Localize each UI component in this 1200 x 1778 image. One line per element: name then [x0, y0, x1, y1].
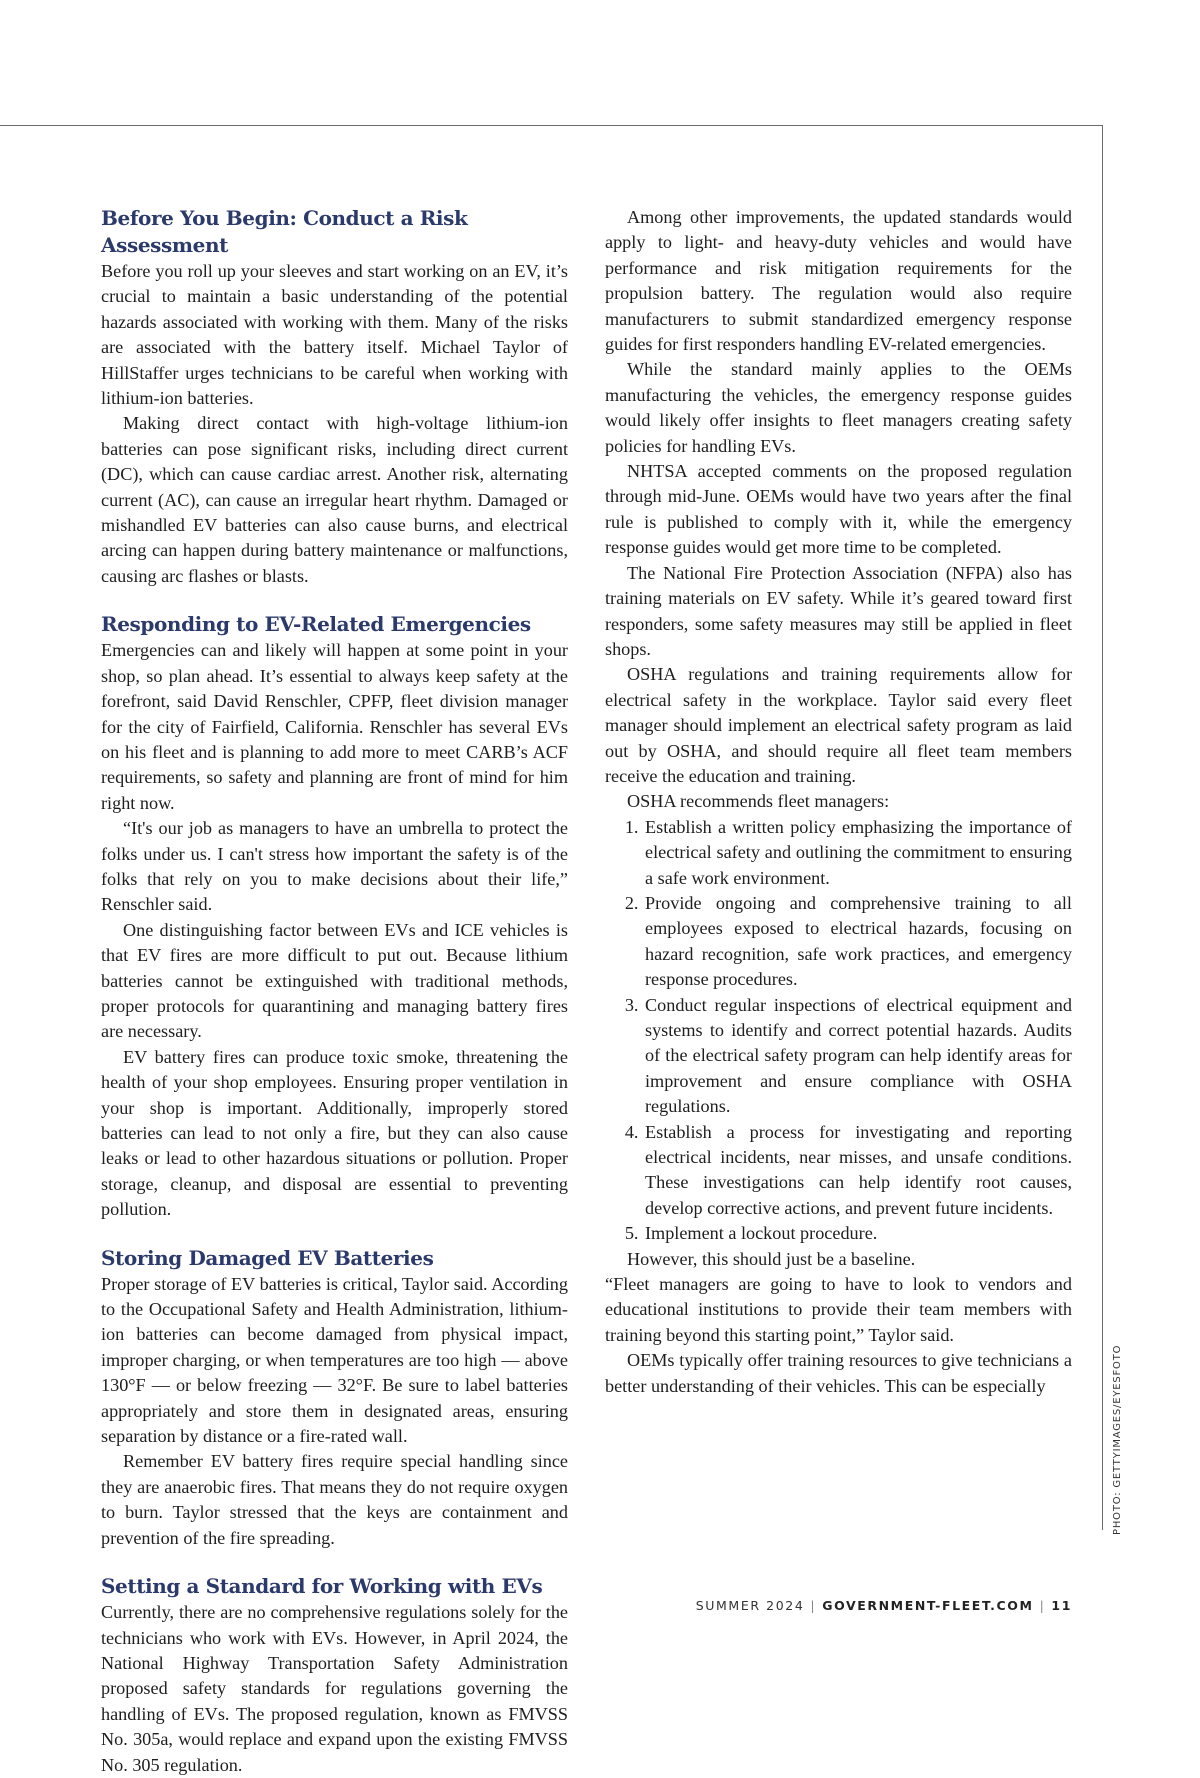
paragraph: Remember EV battery fires require special handling since they are anaerobic fires. That means they do not require oxygen to burn. Taylor stressed that the keys are containment and prevention of the fire spreading.: [101, 1451, 568, 1548]
right-rule: [1102, 125, 1103, 1530]
heading-storing-batteries: Storing Damaged EV Batteries: [101, 1245, 434, 1270]
paragraph: While the standard mainly applies to the OEMs manufacturing the vehicles, the emergency response guides would likely offer insights to fleet managers creating safety policies for handling EVs.: [605, 359, 1072, 456]
heading-setting-standard: Setting a Standard for Working with EVs: [101, 1574, 543, 1599]
list-item: 1. Establish a written policy emphasizing the importance of electrical safety and outlining the commitment to ensuring a safe work environment.: [643, 815, 1072, 891]
right-column: [605, 205, 1072, 1399]
paragraph: Among other improvements, the updated standards would apply to light- and heavy-duty vehicles and would have performance and risk mitigation requirements for the propulsion battery. The regulation would also require manufacturers to submit standardized emergency response guides for first responders handling EV-related emergencies.: [605, 207, 1072, 355]
list-item: 5. Implement a lockout procedure.: [643, 1221, 1072, 1246]
heading-risk-assessment: Before You Begin: Conduct a Risk Assessment: [101, 206, 468, 257]
photo-credit: PHOTO: GETTYIMAGES/EYESFOTO: [1112, 1344, 1123, 1535]
paragraph: OSHA recommends fleet managers:: [627, 791, 890, 812]
heading-ev-emergencies: Responding to EV-Related Emergencies: [101, 612, 531, 637]
list-item: 2. Provide ongoing and comprehensive training to all employees exposed to electrical hazards, focusing on hazard recognition, safe work practices, and emergency response procedures.: [643, 891, 1072, 993]
paragraph: Making direct contact with high-voltage lithium-ion batteries can pose significant risks, including direct current (DC), which can cause cardiac arrest. Another risk, alternating current (AC), can cause an irregular heart rhythm. Damaged or mishandled EV batteries can also cause burns, and electrical arcing can happen during battery maintenance or malfunctions, causing arc flashes or blasts.: [101, 413, 568, 586]
top-rule: [0, 125, 1103, 126]
footer-separator: |: [1039, 1598, 1046, 1613]
paragraph: NHTSA accepted comments on the proposed regulation through mid-June. OEMs would have two years after the final rule is published to comply with it, while the emergency response guides would get more time to be completed.: [605, 461, 1072, 558]
left-column: [101, 205, 568, 1778]
footer-separator: |: [810, 1598, 817, 1613]
footer-issue: SUMMER 2024: [695, 1598, 805, 1613]
paragraph: EV battery fires can produce toxic smoke, threatening the health of your shop employees. Ensuring proper ventilation in your shop is important. Additionally, improperly stored batteries can lead to not only a fire, but they can also cause leaks or lead to other hazardous situations or pollution. Proper storage, cleanup, and disposal are essential to preventing pollution.: [101, 1046, 568, 1220]
footer-site: GOVERNMENT-FLEET.COM: [822, 1598, 1034, 1613]
paragraph: OSHA regulations and training requirements allow for electrical safety in the workplace. Taylor said every fleet manager should implement an electrical safety program as laid out by OSHA, and should require all fleet team members receive the education and training.: [605, 664, 1072, 786]
paragraph: However, this should just be a baseline.: [627, 1248, 916, 1269]
paragraph: Currently, there are no comprehensive regulations solely for the technicians who work with EVs. However, in April 2024, the National Highway Transportation Safety Administration proposed safety standards for regulations governing the handling of EVs. The proposed regulation, known as FMVSS No. 305a, would replace and expand upon the existing FMVSS No. 305 regulation.: [101, 1602, 568, 1775]
list-item: 3. Conduct regular inspections of electrical equipment and systems to identify and correct potential hazards. Audits of the electrical safety program can help identify areas for improvement and ensure compliance with OSHA regulations.: [643, 993, 1072, 1120]
list-item: 4. Establish a process for investigating and reporting electrical incidents, near misses, and unsafe conditions. These investigations can help identify root causes, develop corrective actions, and prevent future incidents.: [643, 1120, 1072, 1222]
paragraph: “It's our job as managers to have an umbrella to protect the folks under us. I can't stress how important the safety is of the folks that rely on you to make decisions about their life,” Renschler said.: [101, 818, 568, 915]
paragraph: “Fleet managers are going to have to look to vendors and educational institutions to provide their team members with training beyond this starting point,” Taylor said.: [605, 1274, 1072, 1345]
paragraph: One distinguishing factor between EVs and ICE vehicles is that EV fires are more difficult to put out. Because lithium batteries cannot be extinguished with traditional methods, proper protocols for quarantining and managing battery fires are necessary.: [101, 919, 568, 1042]
osha-recommendations-list: [605, 815, 1072, 1247]
paragraph: Before you roll up your sleeves and start working on an EV, it’s crucial to maintain a basic understanding of the potential hazards associated with working with them. Many of the risks are associated with the battery itself. Michael Taylor of HillStaffer urges technicians to be careful when working with lithium-ion batteries.: [101, 261, 568, 409]
paragraph: Emergencies can and likely will happen at some point in your shop, so plan ahead. It’s essential to always keep safety at the forefront, said David Renschler, CPFP, fleet division manager for the city of Fairfield, California. Renschler has several EVs on his fleet and is planning to add more to meet CARB’s ACF requirements, so safety and planning are front of mind for him right now.: [101, 640, 568, 813]
paragraph: The National Fire Protection Association (NFPA) also has training materials on EV safety. While it’s geared toward first responders, some safety measures may still be applied in fleet shops.: [605, 562, 1072, 659]
page-footer: [696, 1598, 1072, 1613]
paragraph: OEMs typically offer training resources to give technicians a better understanding of their vehicles. This can be especially: [605, 1350, 1072, 1396]
page-number: 11: [1051, 1598, 1072, 1613]
paragraph: Proper storage of EV batteries is critical, Taylor said. According to the Occupational Safety and Health Administration, lithium-ion batteries can become damaged from physical impact, improper charging, or when temperatures are too high — above 130°F — or below freezing — 32°F. Be sure to label batteries appropriately and store them in designated areas, ensuring separation by distance or a fire-rated wall.: [101, 1273, 568, 1447]
